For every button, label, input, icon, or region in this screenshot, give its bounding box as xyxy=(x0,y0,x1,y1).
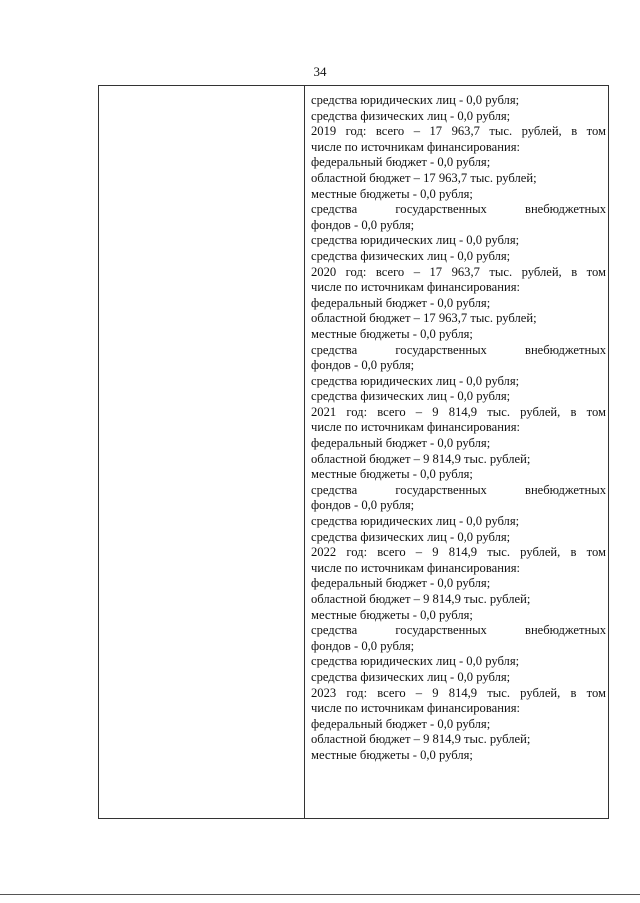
text-line: фондов - 0,0 рубля; xyxy=(311,498,415,513)
text-line: областной бюджет – 17 963,7 тыс. рублей; xyxy=(311,170,537,185)
text-line: средства юридических лиц - 0,0 рубля; xyxy=(311,654,520,669)
text-line: числе по источникам финансирования: xyxy=(311,280,520,295)
table-left-cell xyxy=(99,86,305,818)
text-line: 2019 год: всего – 17 963,7 тыс. рублей, в том xyxy=(311,124,606,139)
text-line: средства юридических лиц - 0,0 рубля; xyxy=(311,373,520,388)
text-line: местные бюджеты - 0,0 рубля; xyxy=(311,467,473,482)
text-line: средства государственных внебюджетных xyxy=(311,623,606,638)
text-line: областной бюджет – 9 814,9 тыс. рублей; xyxy=(311,451,531,466)
text-line: местные бюджеты - 0,0 рубля; xyxy=(311,607,473,622)
text-line: областной бюджет – 17 963,7 тыс. рублей; xyxy=(311,311,537,326)
text-line: фондов - 0,0 рубля; xyxy=(311,638,415,653)
text-line: средства государственных внебюджетных xyxy=(311,482,606,497)
text-line: средства физических лиц - 0,0 рубля; xyxy=(311,248,511,263)
text-line: средства физических лиц - 0,0 рубля; xyxy=(311,529,511,544)
page-number: 34 xyxy=(313,64,327,79)
text-line: 2020 год: всего – 17 963,7 тыс. рублей, в том xyxy=(311,264,606,279)
text-line: местные бюджеты - 0,0 рубля; xyxy=(311,186,473,201)
text-line: федеральный бюджет - 0,0 рубля; xyxy=(311,716,491,731)
text-line: средства юридических лиц - 0,0 рубля; xyxy=(311,514,520,529)
text-line: средства государственных внебюджетных xyxy=(311,342,606,357)
text-line: средства физических лиц - 0,0 рубля; xyxy=(311,669,511,684)
text-line: средства физических лиц - 0,0 рубля; xyxy=(311,389,511,404)
text-line: фондов - 0,0 рубля; xyxy=(311,217,415,232)
text-line: числе по источникам финансирования: xyxy=(311,420,520,435)
text-line: средства физических лиц - 0,0 рубля; xyxy=(311,108,511,123)
text-line: средства юридических лиц - 0,0 рубля; xyxy=(311,233,520,248)
text-line: местные бюджеты - 0,0 рубля; xyxy=(311,326,473,341)
text-line: 2022 год: всего – 9 814,9 тыс. рублей, в том xyxy=(311,545,606,560)
text-line: 2023 год: всего – 9 814,9 тыс. рублей, в том xyxy=(311,685,606,700)
text-line: областной бюджет – 9 814,9 тыс. рублей; xyxy=(311,732,531,747)
text-line: средства государственных внебюджетных xyxy=(311,202,606,217)
text-line: федеральный бюджет - 0,0 рубля; xyxy=(311,155,491,170)
text-line: областной бюджет – 9 814,9 тыс. рублей; xyxy=(311,592,531,606)
text-line: средства юридических лиц - 0,0 рубля; xyxy=(311,93,520,107)
text-line: числе по источникам финансирования: xyxy=(311,701,520,716)
text-line: федеральный бюджет - 0,0 рубля; xyxy=(311,436,491,451)
text-line: 2021 год: всего – 9 814,9 тыс. рублей, в том xyxy=(311,404,606,419)
text-line: федеральный бюджет - 0,0 рубля; xyxy=(311,295,491,310)
table-right-cell xyxy=(311,93,606,764)
text-line: фондов - 0,0 рубля; xyxy=(311,358,415,373)
text-line: федеральный бюджет - 0,0 рубля; xyxy=(311,576,491,591)
text-line: числе по источникам финансирования: xyxy=(311,139,520,154)
text-line: числе по источникам финансирования: xyxy=(311,560,520,575)
text-line: местные бюджеты - 0,0 рубля; xyxy=(311,747,473,762)
bottom-rule xyxy=(0,894,640,895)
funding-table xyxy=(98,85,609,819)
